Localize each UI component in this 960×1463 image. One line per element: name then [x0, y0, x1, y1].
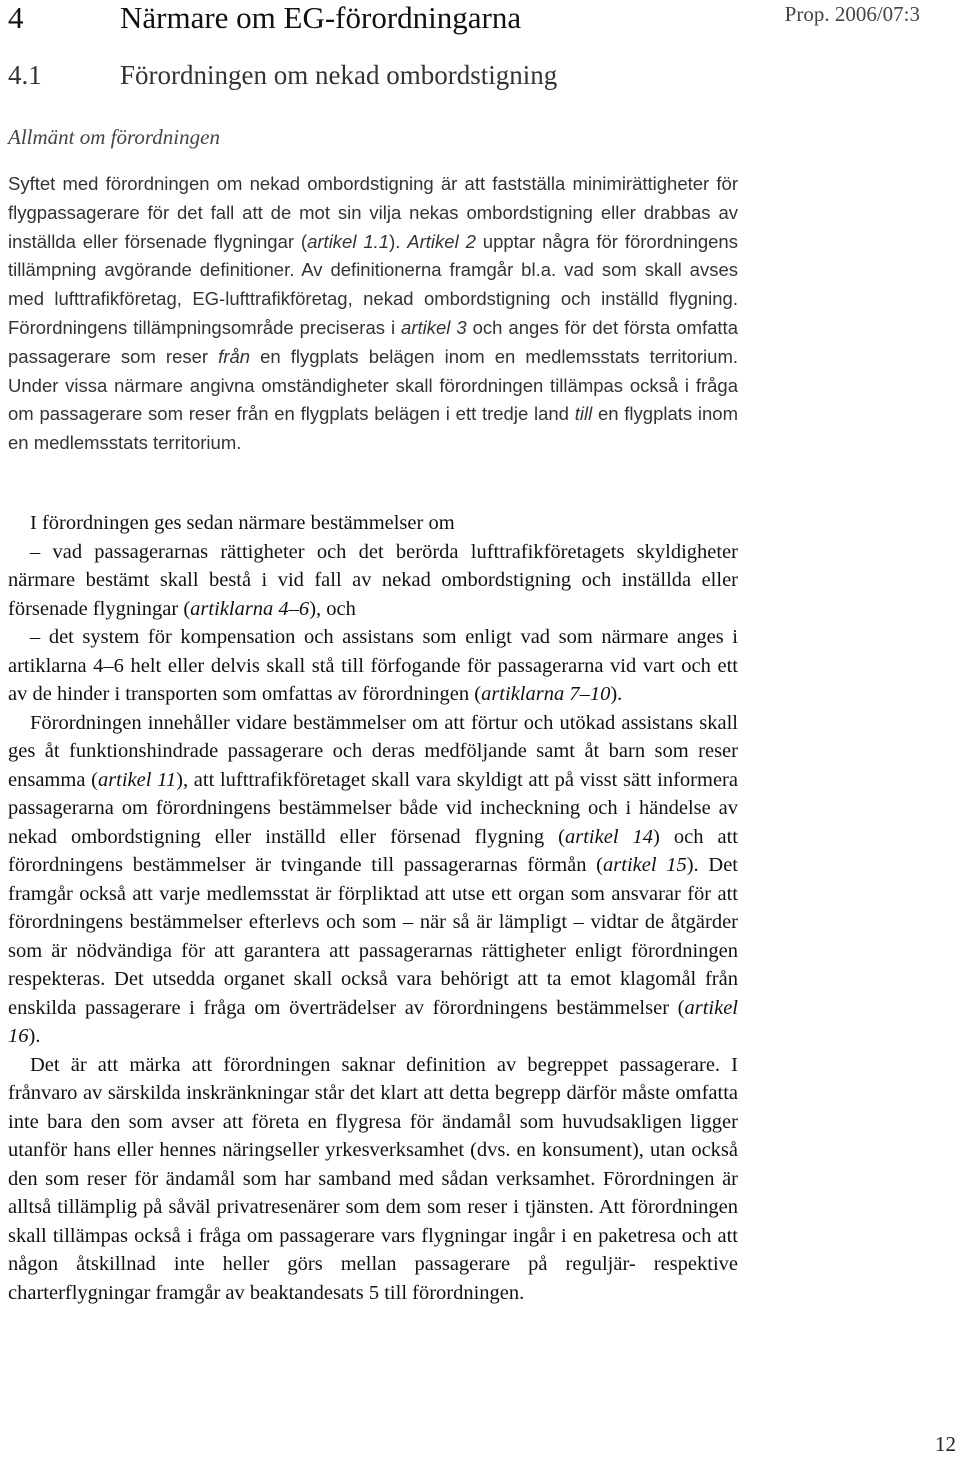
chapter-number: 4 — [8, 0, 24, 35]
list-item-rights: – vad passagerarnas rättigheter och det berörda lufttrafikföretagets skyldigheter närmare bestämt skall bestå i vid fall av nekad ombordstigning och inställda eller försenade flygningar (artiklarna 4–6), och — [8, 540, 738, 620]
subheading: Allmänt om förordningen — [8, 125, 220, 149]
paragraph-purpose: Syftet med förordningen om nekad ombordstigning är att fastställa minimirättigheter för flygpassagerare för det fall att de mot sin vilja nekas ombordstigning eller drabbas av inställda eller försenade flygningar (artikel 1.1). Artikel 2 upptar några för förordningens tillämpning avgörande definitioner. Av definitionerna framgår bl.a. vad som skall avses med lufttrafikföretag, EG-lufttrafikföretag, nekad ombordstigning och inställd flygning. Förordningens tillämpningsområde preciseras i artikel 3 och anges för det första omfatta passagerare som reser från en flygplats belägen inom en medlemsstats territorium. Under vissa närmare angivna omständigheter skall förordningen tillämpas också i fråga om passagerare som reser från en flygplats belägen i ett tredje land till en flygplats inom en medlemsstats territorium. — [8, 173, 738, 454]
page-number: 12 — [935, 1432, 956, 1456]
main-text — [8, 509, 738, 1307]
paragraph-further-provisions: Förordningen innehåller vidare bestämmelser om att förtur och utökad assistans skall ges åt funktionshindrade passagerare och deras medföljande samt åt barn som reser ensamma (artikel 11), att lufttrafikföretaget skall vara skyldigt att på visst sätt informera passagerarna om förordningens bestämmelser både vid incheckning och i händelse av nekad ombordstigning eller inställd eller försenad flygning (artikel 14) och att förordningens bestämmelser är tvingande till passagerarnas förmån (artikel 15). Det framgår också att varje medlemsstat är förpliktad att utse ett organ som ansvarar för att förordningens bestämmelser efterlevs och som – när så är lämpligt – vidtar de åtgärder som är nödvändiga för att garantera att passagerarnas rättigheter enligt förordningen respekteras. Det utsedda organet skall också vara behörigt att ta emot klagomål från enskilda passagerare i fråga om överträdelser av förordningens bestämmelser (artikel 16). — [8, 711, 739, 1047]
proposition-reference: Prop. 2006/07:3 — [784, 2, 920, 26]
list-item-compensation: – det system för kompensation och assistans som enligt vad som närmare anges i artiklarna 4–6 helt eller delvis skall stå till förfogande för passagerarna vid vart och ett av de hinder i transporten som omfattas av förordningen (artiklarna 7–10). — [8, 626, 738, 705]
section-number: 4.1 — [8, 60, 42, 90]
section-title: Förordningen om nekad ombordstigning — [120, 60, 558, 90]
chapter-title: Närmare om EG-förordningarna — [120, 0, 522, 35]
paragraph-provisions-intro: I förordningen ges sedan närmare bestämmelser om — [30, 512, 455, 534]
paragraph-passenger-definition: Det är att märka att förordningen saknar definition av begreppet passagerare. I frånvaro av särskilda inskränkningar står det klart att detta begrepp därför måste omfatta inte bara den som avser att företa en flygresa för ändamål som huvudsakligen ligger utanför hans eller hennes näringseller yrkesverksamhet (dvs. en konsument), utan också den som reser för ändamål som har samband med sådan verksamhet. Förordningen är alltså tillämplig på såväl privatresenärer som dem som reser i tjänsten. Att förordningen skall tillämpas också i fråga om passagerare vars flygningar ingår i en paketresa och att någon åtskillnad inte heller görs mellan passagerare på reguljär- respektive charterflygningar framgår av beaktandesats 5 till förordningen. — [8, 1053, 738, 1304]
